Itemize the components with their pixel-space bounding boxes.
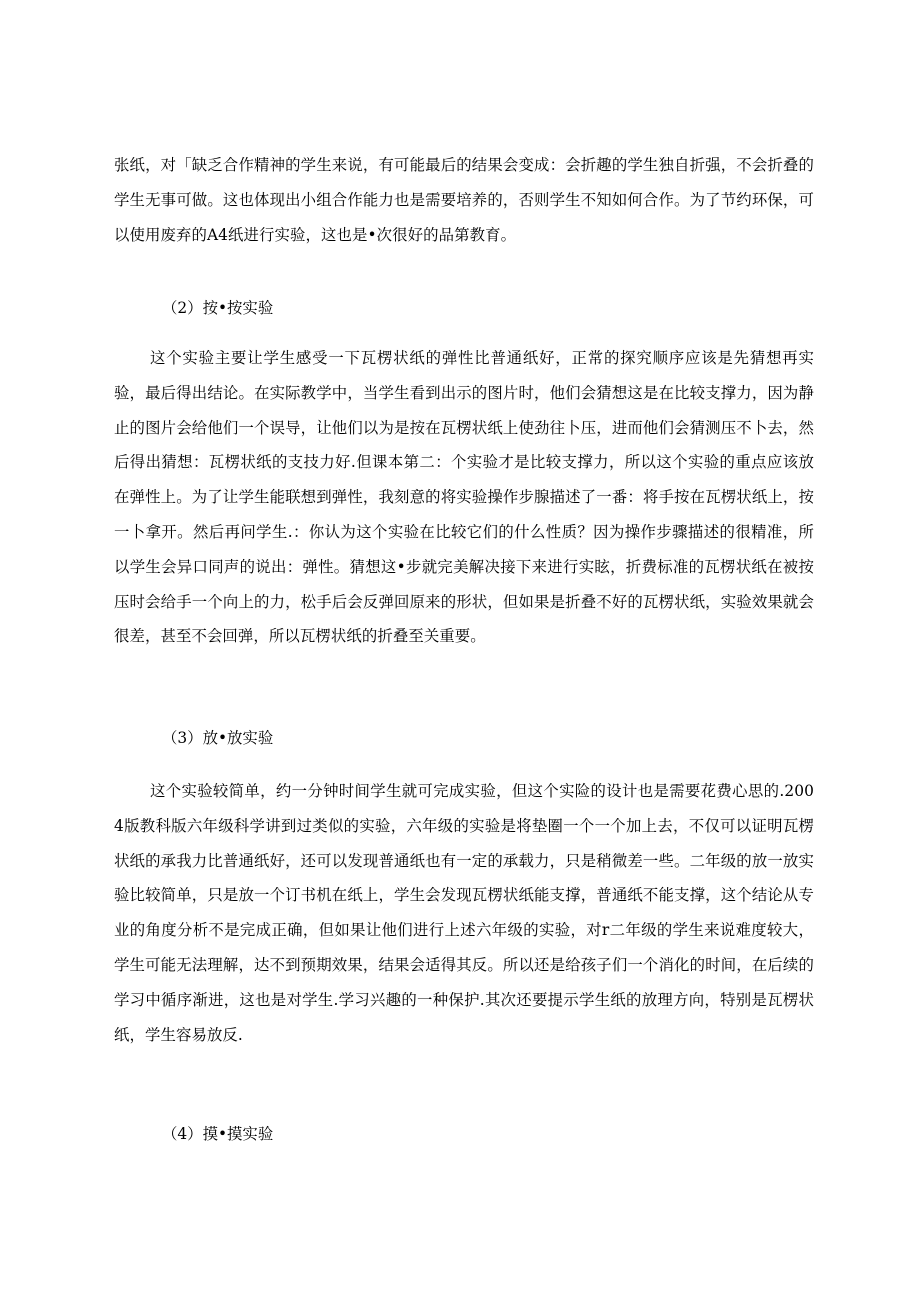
paragraph-cooperation: 张纸，对「缺乏合作精神的学生来说，有可能最后的结果会变成：会折趣的学生独自折强，不会折叠的学生无事可做。这也体现出小组合作能力也是需要培养的，否则学生不知如何合作。为了节约环保，可以使用废弃的A4纸进行实验，这也是•次很好的品第教育。 [114,156,814,244]
heading-place-experiment: （3）放•放实验 [162,729,274,747]
paragraph-press-experiment: 这个实验主要让学生感受一下瓦楞状纸的弹性比普通纸好，正常的探究顺序应该是先猜想再实验，最后得出结论。在实际教学中，当学生看到出示的图片时，他们会猜想这是在比较支撑力，因为静止的图片会给他们一个误导，让他们以为是按在瓦楞状纸上使劲往卜压，进而他们会猜测压不卜去，然后得出猜想：瓦楞状纸的支技力好.但课本第二：个实验才是比较支撑力，所以这个实验的重点应该放在弹性上。为了让学生能联想到弹性，我刻意的将实验操作步腺描述了一番：将手按在瓦楞状纸上，按一卜拿开。然后再问学生.：你认为这个实验在比较它们的什么性质？因为操作步骤描述的很精准，所以学生会异口同声的说出：弹性。猜想这•步就完美解决接下来进行实眩，折费标准的瓦楞状纸在被按压时会给手一个向上的力，松手后会反弹回原来的形状，但如果是折叠不好的瓦楞状纸，实验效果就会很差，甚至不会回弹，所以瓦楞状纸的折叠至关重要。 [114,349,814,646]
paragraph-place-experiment: 这个实验较简单，约一分钟时间学生就可完成实验，但这个实险的设计也是需要花费心思的.2004版教科版六年级科学讲到过类似的实验，六年级的实验是将垫圈一个一个加上去，不仅可以证明瓦楞状纸的承我力比普通纸好，还可以发现普通纸也有一定的承载力，只是稍微差一些。二年级的放一放实验比较简单，只是放一个订书机在纸上，学生会发现瓦楞状纸能支撑，普通纸不能支撑，这个结论从专业的角度分析不是完成正确，但如果让他们进行上述六年级的实验，对r二年级的学生来说难度较大，学生可能无法理解，达不到预期效果，结果会适得其反。所以还是给孩子们一个消化的时间，在后续的学习中循序渐进，这也是对学生.学习兴趣的一种保护.其次还要提示学生纸的放理方向，特别是瓦楞状纸，学生容易放反. [114,782,814,1044]
heading-touch-experiment: （4）摸•摸实验 [162,1125,274,1143]
heading-press-experiment: （2）按•按实验 [162,299,274,317]
